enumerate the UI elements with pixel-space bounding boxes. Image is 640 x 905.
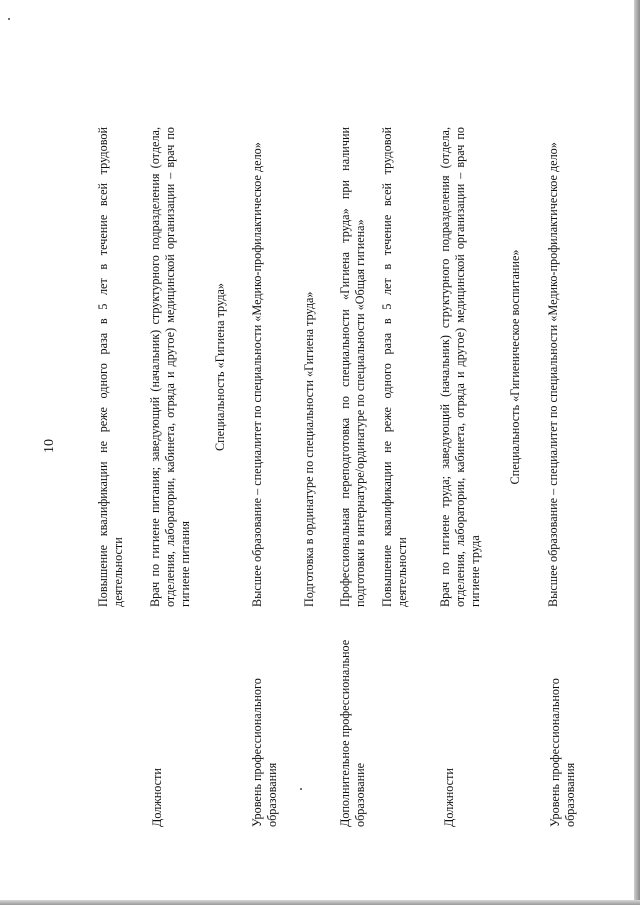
specialty-heading: Специальность «Гигиеническое воспитание» — [508, 249, 522, 485]
positions-label: Должности — [150, 768, 164, 827]
qualification-text: Повышение квалификации не реже одного раза в 5 лет в течение всей трудовой деятельности — [96, 127, 125, 607]
residency-text: Подготовка в ординатуре по специальности «Гигиена труда» — [302, 291, 316, 607]
scan-speck — [300, 788, 302, 790]
specialty-heading: Специальность «Гигиена труда» — [213, 282, 227, 452]
scan-speck — [8, 18, 10, 20]
additional-education-label: Дополнительное профессиональное образование — [338, 639, 367, 827]
education-level-label: Уровень профессионального образования — [250, 678, 279, 827]
positions-label: Должности — [442, 768, 456, 827]
education-level-label: Уровень профессионального образования — [548, 678, 577, 827]
retraining-text: Профессиональная переподготовка по специальности «Гигиена труда» при наличии подготовки в интернатуре/ординатуре по специальности «Общая гигиена» — [338, 127, 367, 607]
education-level-text: Высшее образование – специалитет по специальности «Медико-профилактическое дело» — [250, 142, 264, 607]
page-number: 10 — [42, 439, 57, 453]
positions-text: Врач по гигиене питания; заведующий (начальник) структурного подразделения (отдела, отделения, лаборатории, кабинета, отряда и другое) медицинской организации – врач по гигиене питания — [148, 127, 192, 607]
positions-text: Врач по гигиене труда; заведующий (начальник) структурного подразделения (отдела, отделения, лаборатории, кабинета, отряда и другое) медицинской организации – врач по гигиене труда — [438, 127, 482, 607]
education-level-text: Высшее образование – специалитет по специальности «Медико-профилактическое дело» — [546, 142, 560, 607]
qualification-text: Повышение квалификации не реже одного раза в 5 лет в течение всей трудовой деятельности — [380, 127, 409, 607]
